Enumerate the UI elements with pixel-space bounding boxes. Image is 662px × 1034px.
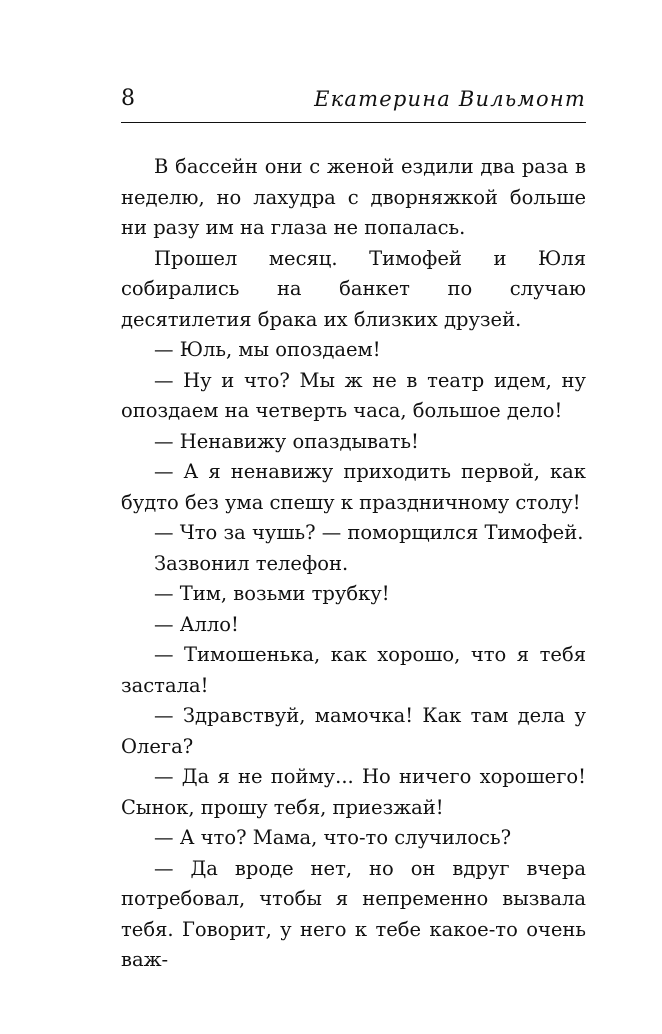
- dialogue-line: — Тим, возьми трубку!: [154, 582, 390, 605]
- dialogue-line: — Юль, мы опоздаем!: [154, 338, 381, 361]
- running-head-author: Екатерина Вильмонт: [314, 87, 586, 111]
- dialogue-line: — Да я не пойму... Но ничего хорошего! Сынок, прошу тебя, приезжай!: [121, 765, 586, 819]
- header-rule: [121, 122, 586, 123]
- body-text: [121, 152, 586, 976]
- paragraph: Зазвонил телефон.: [154, 551, 349, 575]
- paragraph: В бассейн они с женой ездили два раза в неделю, но лахудра с дворняжкой больше ни разу им на глаза не попалась.: [121, 155, 586, 239]
- dialogue-line: — Ну и что? Мы ж не в театр идем, ну опоздаем на четверть часа, большое дело!: [121, 368, 586, 422]
- page-number: 8: [121, 86, 135, 111]
- dialogue-line: — А я ненавижу приходить первой, как будто без ума спешу к праздничному столу!: [121, 460, 586, 514]
- dialogue-line: — Здравствуй, мамочка! Как там дела у Олега?: [121, 704, 586, 758]
- dialogue-line: — Что за чушь? — поморщился Тимофей.: [154, 521, 584, 544]
- dialogue-line: — А что? Мама, что-то случилось?: [154, 826, 512, 849]
- dialogue-line: — Да вроде нет, но он вдруг вчера потребовал, чтобы я непременно вызвала тебя. Говорит, у него к тебе какое-то очень важ-: [121, 856, 586, 971]
- page-header: [121, 84, 586, 114]
- dialogue-line: — Ненавижу опаздывать!: [154, 429, 419, 453]
- dialogue-line: — Алло!: [154, 612, 239, 636]
- paragraph: Прошел месяц. Тимофей и Юля собирались на банкет по случаю десятилетия брака их близких друзей.: [121, 246, 586, 331]
- dialogue-line: — Тимошенька, как хорошо, что я тебя застала!: [121, 643, 586, 697]
